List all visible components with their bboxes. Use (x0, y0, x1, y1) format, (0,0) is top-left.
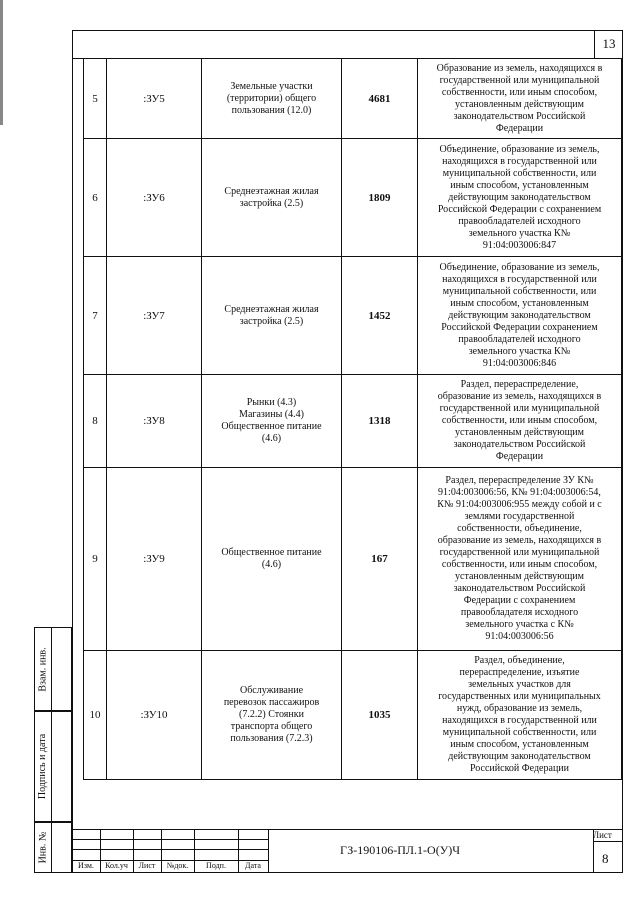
formation-method-line: земельного участка К№ (468, 227, 571, 239)
formation-method-line: установленным действующим (455, 571, 584, 582)
side-stamp-podpis (34, 711, 72, 822)
side-stamp-vzam-label: Взам. инв. (37, 646, 49, 692)
plot-code: :ЗУ7 (107, 257, 202, 375)
formation-method-line: установленным действующим (455, 427, 584, 438)
title-block (72, 829, 623, 873)
formation-method-line: действующим законодательством (448, 309, 591, 321)
formation-method-line: действующим законодательством (448, 751, 591, 762)
formation-method-line: иным способом, установленным (450, 297, 589, 309)
permitted-use-line: Обслуживание (239, 685, 304, 696)
permitted-use (202, 59, 342, 139)
permitted-use (202, 651, 342, 780)
formation-method-line: Раздел, перераспределение ЗУ К№ (445, 475, 594, 486)
side-stamp-inv (34, 822, 72, 873)
row-number: 9 (84, 468, 107, 651)
permitted-use-line: Магазины (4.4) (239, 409, 304, 420)
formation-method-line: 91:04:003006:56, К№ 91:04:003006:54, (438, 487, 601, 498)
plot-area: 1452 (342, 257, 418, 375)
permitted-use-line: пользования (7.2.3) (230, 733, 313, 744)
formation-method-line: находящихся в государственной или (442, 715, 597, 726)
formation-method-line: Российской Федерации сохранением (441, 321, 598, 333)
document-code: ГЗ-190106-ПЛ.1-О(У)Ч (340, 843, 460, 857)
permitted-use (202, 139, 342, 257)
formation-method-line: иным способом, установленным (450, 179, 589, 191)
plot-code: :ЗУ6 (107, 139, 202, 257)
permitted-use (202, 257, 342, 375)
formation-method-line: К№ 91:04:003006:955 между собой и с (437, 499, 602, 510)
formation-method-line: правообладателей исходного (458, 333, 581, 345)
formation-method-line: Российской Федерации с сохранением (437, 203, 602, 215)
caption-data: Дата (245, 861, 261, 870)
table-row (84, 59, 622, 139)
formation-method-line: государственной или муниципальной (439, 74, 600, 86)
formation-method-line: муниципальной собственности, или (442, 727, 597, 738)
formation-method-line: 91:04:003006:56 (485, 631, 554, 642)
formation-method-line: иным способом, установленным (450, 739, 589, 750)
formation-method-line: образование из земель, находящихся в (437, 535, 602, 546)
formation-method-line: действующим законодательством (448, 191, 591, 203)
formation-method-line: государственной или муниципальной (439, 547, 600, 558)
formation-method-line: государственных или муниципальных (438, 691, 601, 702)
permitted-use-line: застройка (2.5) (239, 315, 304, 327)
formation-method (418, 375, 622, 468)
plot-code: :ЗУ9 (107, 468, 202, 651)
formation-method-line: установленным действующим (455, 98, 584, 110)
table-row (84, 139, 622, 257)
permitted-use (202, 468, 342, 651)
sheet-label: Лист (593, 830, 612, 840)
formation-method-line: Образование из земель, находящихся в (436, 62, 603, 74)
formation-method-line: находящихся в государственной или (442, 155, 597, 167)
formation-method-line: Объединение, образование из земель, (439, 261, 600, 273)
permitted-use (202, 375, 342, 468)
permitted-use-line: (территории) общего (226, 92, 317, 104)
formation-method-line: законодательством Российской (453, 439, 586, 450)
formation-method-line: 91:04:003006:847 (482, 239, 557, 251)
permitted-use-line: Рынки (4.3) (246, 397, 297, 408)
row-number: 10 (84, 651, 107, 780)
formation-method-line: правообладателя исходного (460, 607, 579, 618)
table-row (84, 651, 622, 780)
permitted-use-line: Земельные участки (230, 80, 313, 92)
formation-method-line: нужд, образование из земель, (456, 703, 583, 714)
formation-method-line: образование из земель, находящихся в (437, 391, 602, 402)
formation-method-line: земельного участка с К№ (465, 619, 574, 630)
caption-list: Лист (138, 861, 156, 870)
formation-method-line: Объединение, образование из земель, (439, 143, 600, 155)
formation-method-line: муниципальной собственности, или (442, 285, 597, 297)
row-number: 7 (84, 257, 107, 375)
scan-edge-mark (0, 0, 3, 125)
formation-method-line: муниципальной собственности, или (442, 167, 597, 179)
plot-area: 4681 (342, 59, 418, 139)
permitted-use-line: Общественное питание (221, 421, 322, 432)
caption-podp: Подп. (206, 861, 226, 870)
row-number: 6 (84, 139, 107, 257)
row-number: 5 (84, 59, 107, 139)
formation-method-line: 91:04:003006:846 (482, 357, 557, 369)
formation-method-line: собственности, или иным способом, (441, 415, 598, 426)
caption-izm: Изм. (78, 861, 94, 870)
formation-method-line: собственности, объединение, (457, 523, 582, 534)
formation-method-line: законодательством Российской (453, 110, 586, 122)
formation-method (418, 468, 622, 651)
formation-method-line: Раздел, объединение, (474, 655, 565, 666)
sheet-number: 8 (602, 851, 609, 866)
formation-method-line: правообладателей исходного (458, 215, 581, 227)
permitted-use-line: Среднеэтажная жилая (224, 185, 319, 197)
plot-area: 1318 (342, 375, 418, 468)
formation-method-line: Федерации с сохранением (463, 595, 576, 606)
permitted-use-line: пользования (12.0) (231, 104, 312, 116)
formation-method-line: Раздел, перераспределение, (460, 379, 579, 390)
permitted-use-line: Общественное питание (221, 547, 322, 558)
side-stamp-vzam (34, 627, 72, 711)
formation-method-line: Федерации (495, 122, 544, 134)
formation-method (418, 59, 622, 139)
table-row (84, 375, 622, 468)
permitted-use-line: Среднеэтажная жилая (224, 303, 319, 315)
plot-area: 167 (342, 468, 418, 651)
formation-method-line: землями государственной (464, 511, 575, 522)
formation-method (418, 139, 622, 257)
plot-code: :ЗУ10 (107, 651, 202, 780)
permitted-use-line: (4.6) (261, 433, 282, 444)
formation-method-line: собственности, или иным способом, (441, 86, 598, 98)
formation-method-line: перераспределение, изъятие (459, 667, 580, 678)
caption-kol-uch: Кол.уч (105, 861, 128, 870)
permitted-use-line: транспорта общего (230, 721, 313, 732)
permitted-use-line: перевозок пассажиров (223, 697, 320, 708)
formation-method-line: Российской Федерации (469, 763, 569, 774)
formation-method-line: находящихся в государственной или (442, 273, 597, 285)
land-plots-table (83, 58, 622, 780)
permitted-use-line: (7.2.2) Стоянки (239, 709, 304, 720)
page-top-number: 13 (594, 30, 623, 58)
plot-code: :ЗУ8 (107, 375, 202, 468)
formation-method-line: Федерации (495, 451, 544, 462)
formation-method (418, 651, 622, 780)
plot-area: 1035 (342, 651, 418, 780)
formation-method-line: собственности, или иным способом, (441, 559, 598, 570)
side-stamp-inv-label: Инв. № (37, 831, 49, 864)
formation-method-line: государственной или муниципальной (439, 403, 600, 414)
formation-method (418, 257, 622, 375)
plot-area: 1809 (342, 139, 418, 257)
permitted-use-line: застройка (2.5) (239, 197, 304, 209)
table-row (84, 468, 622, 651)
formation-method-line: земельных участков для (468, 679, 571, 690)
caption-ndok: №док. (166, 861, 189, 870)
permitted-use-line: (4.6) (261, 559, 282, 570)
formation-method-line: земельного участка К№ (468, 345, 571, 357)
table-row (84, 257, 622, 375)
row-number: 8 (84, 375, 107, 468)
plot-code: :ЗУ5 (107, 59, 202, 139)
formation-method-line: законодательством Российской (453, 583, 586, 594)
side-stamp-podpis-label: Подпись и дата (37, 733, 49, 800)
